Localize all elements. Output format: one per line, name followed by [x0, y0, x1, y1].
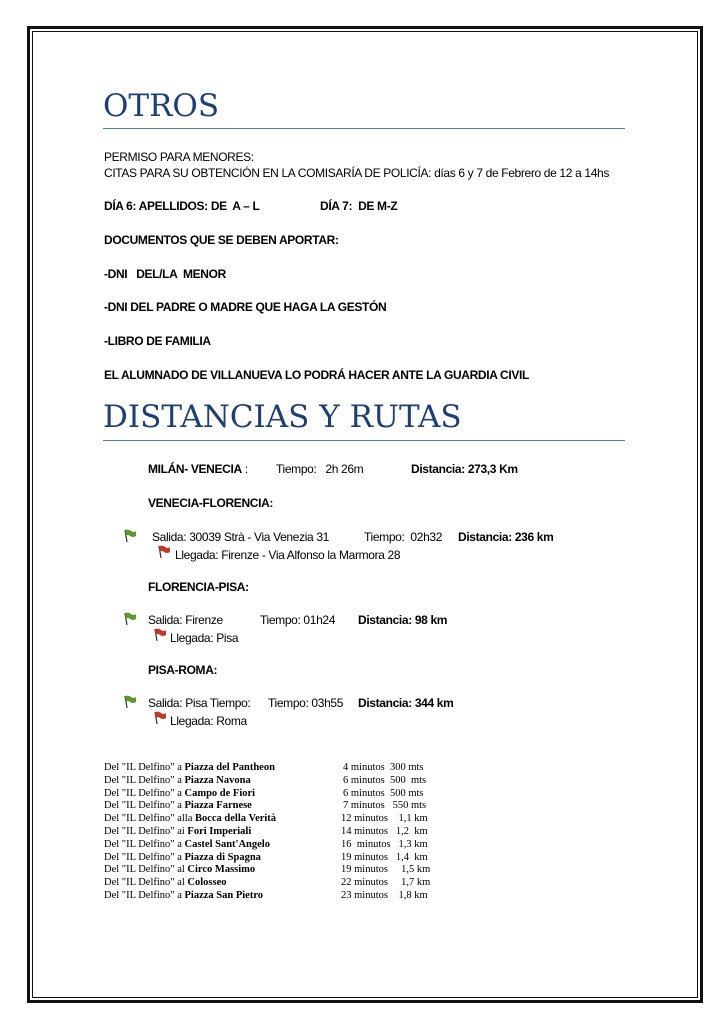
venecia-florencia-title: VENECIA-FLORENCIA:	[148, 496, 274, 510]
row-time: 14 minutos 1,2 km	[341, 826, 428, 837]
pisa-time: Tiempo: 03h55	[268, 696, 344, 710]
row-place: Bocca della Verità	[194, 813, 277, 824]
row-time: 6 minutos 500 mts	[343, 775, 427, 786]
villanueva-note: EL ALUMNADO DE VILLANUEVA LO PODRÁ HACER ANTE LA GUARDIA CIVIL	[104, 368, 529, 382]
pisa-salida: Salida: Pisa Tiempo:	[148, 696, 251, 710]
florencia-time: Tiempo: 01h24	[260, 613, 336, 627]
row-prefix: Del "IL Delfino" a	[104, 775, 185, 786]
row-prefix: Del "IL Delfino" a	[104, 762, 185, 773]
row-prefix: Del "IL Delfino" al	[104, 864, 188, 875]
otros-heading: OTROS	[103, 88, 220, 124]
table-row	[104, 788, 444, 801]
milan-distance: Distancia: 273,3 Km	[411, 462, 518, 476]
table-row	[104, 852, 444, 865]
dia7-line: DÍA 7: DE M-Z	[320, 199, 398, 213]
otros-rule	[103, 128, 625, 129]
row-time: 4 minutos 300 mts	[343, 762, 424, 773]
milan-time: Tiempo: 2h 26m	[276, 462, 364, 476]
row-time: 23 minutos 1,8 km	[341, 890, 428, 901]
row-place: Campo de Fiori	[184, 788, 256, 799]
row-time: 16 minutos 1,3 km	[341, 839, 428, 850]
green-flag-icon	[122, 612, 138, 626]
table-row	[104, 864, 444, 877]
dia6-line: DÍA 6: APELLIDOS: DE A – L	[104, 199, 260, 213]
rutas-heading: DISTANCIAS Y RUTAS	[103, 399, 462, 435]
row-time: 12 minutos 1,1 km	[341, 813, 428, 824]
table-row	[104, 826, 444, 839]
row-place: Circo Massimo	[187, 864, 256, 875]
row-place: Piazza di Spagna	[184, 852, 261, 863]
doc-libro-familia: -LIBRO DE FAMILIA	[104, 334, 211, 348]
red-flag-icon	[152, 628, 168, 642]
row-place: Piazza Farnese	[184, 800, 252, 811]
row-time: 19 minutos 1,4 km	[341, 852, 428, 863]
row-prefix: Del "IL Delfino" ai	[104, 826, 188, 837]
row-place: Piazza San Pietro	[184, 890, 264, 901]
milan-route-line	[148, 462, 248, 476]
pisa-distance: Distancia: 344 km	[358, 696, 454, 710]
venecia-time: Tiempo: 02h32	[364, 530, 443, 544]
row-time: 22 minutos 1,7 km	[341, 877, 431, 888]
row-place: Castel Sant'Angelo	[184, 839, 270, 850]
table-row	[104, 775, 444, 788]
table-row	[104, 813, 444, 826]
row-prefix: Del "IL Delfino" a	[104, 890, 185, 901]
row-place: Piazza Navona	[184, 775, 251, 786]
venecia-salida: Salida: 30039 Strà - Via Venezia 31	[152, 530, 329, 544]
milan-route-colon: :	[241, 462, 248, 476]
pisa-llegada: Llegada: Roma	[170, 714, 247, 728]
table-row	[104, 839, 444, 852]
row-prefix: Del "IL Delfino" alla	[104, 813, 195, 824]
venecia-llegada: Llegada: Firenze - Via Alfonso la Marmora 28	[175, 548, 401, 562]
venecia-distance: Distancia: 236 km	[458, 530, 554, 544]
citas-line: CITAS PARA SU OBTENCIÓN EN LA COMISARÍA DE POLICÍA: días 6 y 7 de Febrero de 12 a 14hs	[104, 166, 609, 180]
row-place: Colosseo	[187, 877, 227, 888]
permiso-line: PERMISO PARA MENORES:	[104, 150, 254, 164]
row-prefix: Del "IL Delfino" a	[104, 788, 185, 799]
doc-dni-menor: -DNI DEL/LA MENOR	[104, 267, 226, 281]
table-row	[104, 890, 444, 903]
milan-route-name: MILÁN- VENECIA	[148, 462, 242, 476]
florencia-salida: Salida: Firenze	[148, 613, 223, 627]
green-flag-icon	[122, 529, 138, 543]
doc-dni-padre: -DNI DEL PADRE O MADRE QUE HAGA LA GESTÓN	[104, 300, 387, 314]
table-row	[104, 800, 444, 813]
florencia-distance: Distancia: 98 km	[358, 613, 448, 627]
pisa-roma-title: PISA-ROMA:	[148, 663, 218, 677]
row-place: Piazza del Pantheon	[184, 762, 275, 773]
row-time: 6 minutos 500 mts	[343, 788, 424, 799]
florencia-pisa-title: FLORENCIA-PISA:	[148, 580, 249, 594]
red-flag-icon	[152, 711, 168, 725]
row-prefix: Del "IL Delfino" a	[104, 800, 185, 811]
florencia-llegada: Llegada: Pisa	[170, 631, 239, 645]
green-flag-icon	[122, 695, 138, 709]
red-flag-icon	[156, 545, 172, 559]
table-row	[104, 762, 444, 775]
row-time: 19 minutos 1,5 km	[341, 864, 431, 875]
row-prefix: Del "IL Delfino" a	[104, 839, 185, 850]
table-row	[104, 877, 444, 890]
documentos-title: DOCUMENTOS QUE SE DEBEN APORTAR:	[104, 233, 339, 247]
row-time: 7 minutos 550 mts	[343, 800, 427, 811]
row-prefix: Del "IL Delfino" al	[104, 877, 188, 888]
row-prefix: Del "IL Delfino" a	[104, 852, 185, 863]
rutas-rule	[103, 440, 625, 441]
row-place: Fori Imperiali	[187, 826, 252, 837]
